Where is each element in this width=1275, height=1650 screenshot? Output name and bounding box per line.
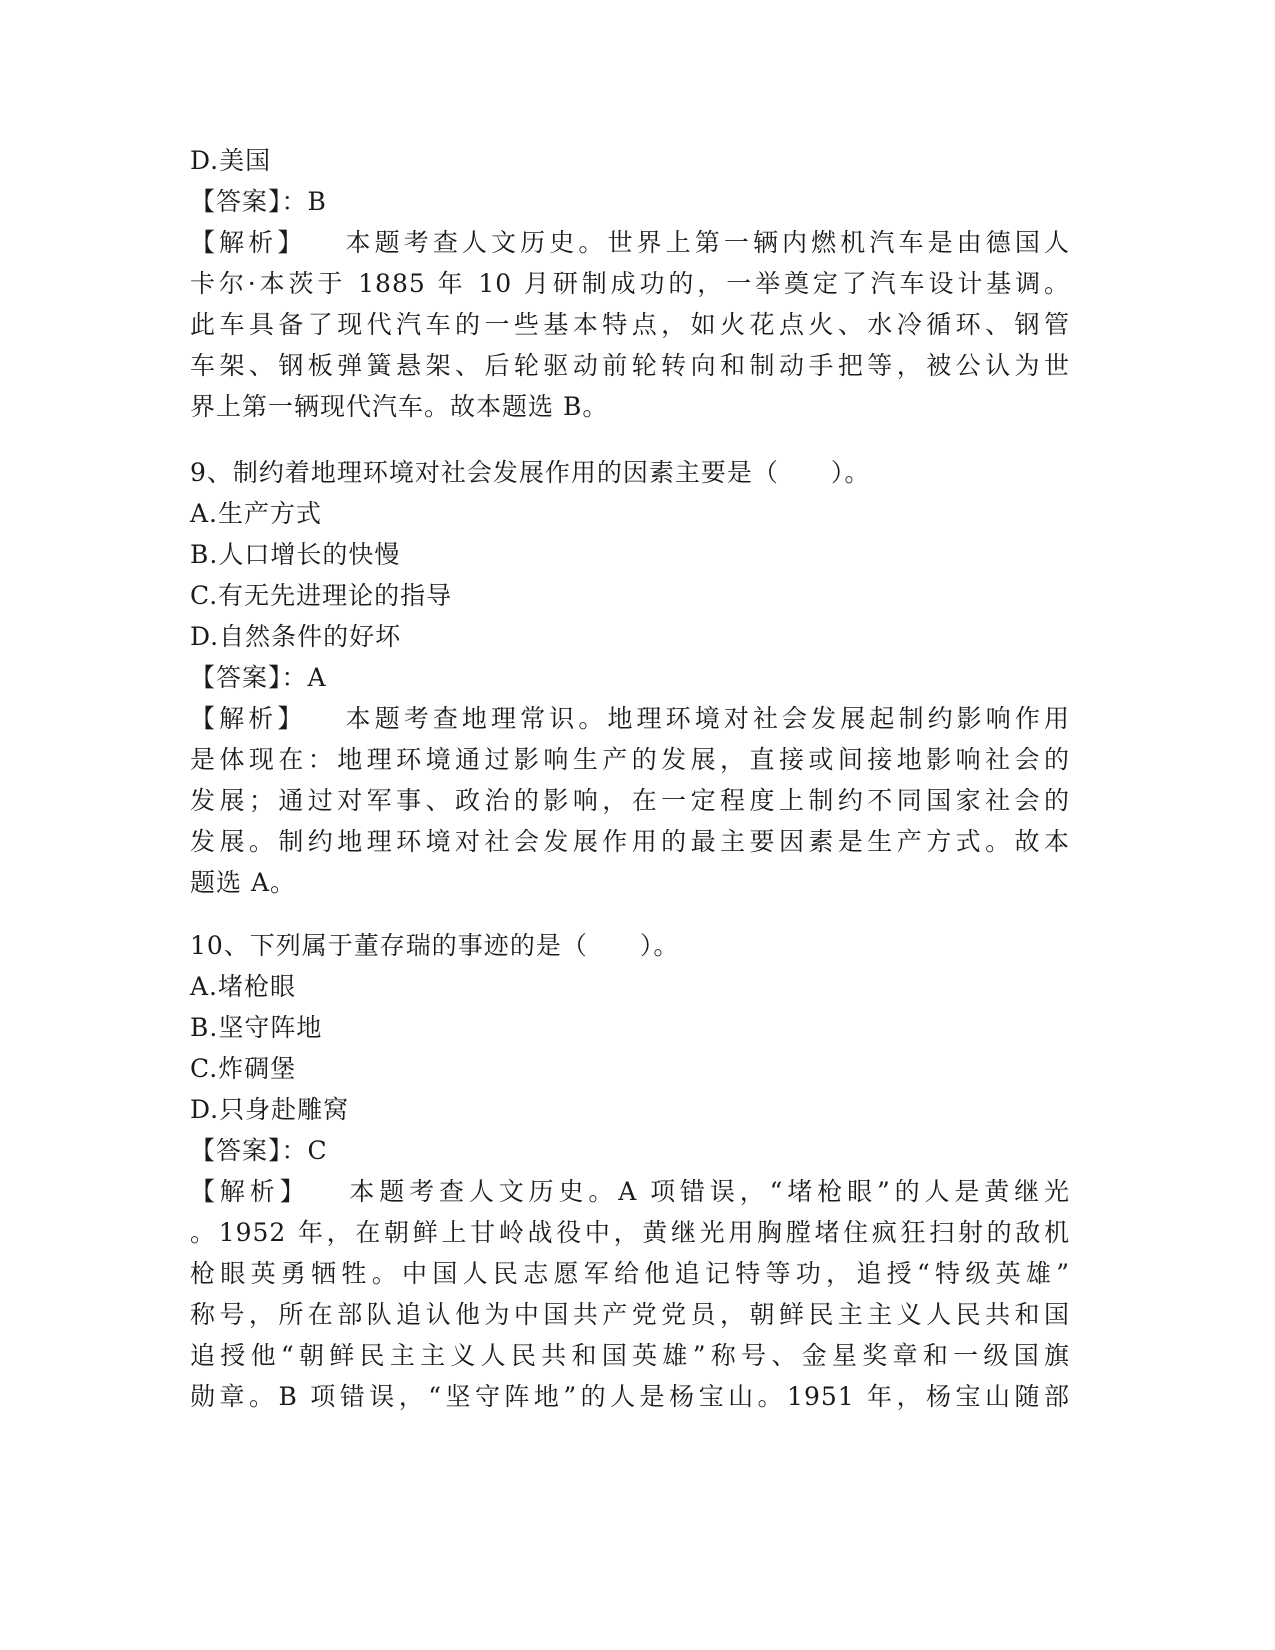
q8-answer (190, 185, 1070, 219)
q9-answer (190, 661, 1070, 695)
q9-option-a: A.生产方式 (190, 499, 323, 528)
analysis-text: 本题考查地理常识。地理环境对社会发展起制约影响作用 (342, 704, 1070, 733)
answer-separator: ： (281, 663, 308, 692)
q9-analysis-line-5: 题选 A。 (190, 868, 297, 897)
answer-label: 【答案】 (190, 1136, 282, 1165)
answer-value: C (307, 1136, 328, 1165)
q10-analysis-line-5: 追授他“朝鲜民主主义人民共和国英雄”称号、金星奖章和一级国旗 (190, 1341, 1070, 1370)
q10-analysis-line-3: 枪眼英勇牺牲。中国人民志愿军给他追记特等功，追授“特级英雄” (190, 1259, 1070, 1288)
answer-label: 【答案】 (190, 663, 282, 692)
q9-analysis-line-4: 发展。制约地理环境对社会发展作用的最主要因素是生产方式。故本 (190, 827, 1070, 856)
q10-answer (190, 1134, 1070, 1168)
answer-separator: ： (281, 1136, 308, 1165)
q8-analysis-line-5: 界上第一辆现代汽车。故本题选 B。 (190, 392, 609, 421)
q8-analysis-line-3: 此车具备了现代汽车的一些基本特点，如火花点火、水冷循环、钢管 (190, 310, 1070, 339)
answer-value: B (307, 187, 327, 216)
q8-analysis-line-4: 车架、钢板弹簧悬架、后轮驱动前轮转向和制动手把等，被公认为世 (190, 351, 1070, 380)
analysis-label: 【解析】 (190, 1177, 310, 1206)
q9-analysis-line-2: 是体现在：地理环境通过影响生产的发展，直接或间接地影响社会的 (190, 745, 1070, 774)
answer-separator: ： (281, 187, 308, 216)
analysis-text: 本题考查人文历史。世界上第一辆内燃机汽车是由德国人 (342, 228, 1070, 257)
q10-option-b: B.坚守阵地 (190, 1013, 323, 1042)
analysis-label: 【解析】 (190, 228, 307, 257)
q9-option-d: D.自然条件的好坏 (190, 622, 402, 651)
q9-analysis-line-1 (190, 702, 1070, 736)
answer-label: 【答案】 (190, 187, 282, 216)
q10-option-d: D.只身赴雕窝 (190, 1095, 350, 1124)
answer-value: A (307, 663, 327, 692)
analysis-label: 【解析】 (190, 704, 307, 733)
q9-analysis-line-3: 发展；通过对军事、政治的影响，在一定程度上制约不同国家社会的 (190, 786, 1070, 815)
q10-analysis-line-6: 勋章。B 项错误，“坚守阵地”的人是杨宝山。1951 年，杨宝山随部 (190, 1382, 1070, 1411)
q10-option-a: A.堵枪眼 (190, 972, 297, 1001)
q9-question: 9、制约着地理环境对社会发展作用的因素主要是（ ）。 (190, 458, 871, 487)
analysis-text: 本题考查人文历史。A 项错误，“堵枪眼”的人是黄继光 (345, 1177, 1070, 1206)
q10-question: 10、下列属于董存瑞的事迹的是（ ）。 (190, 931, 680, 960)
q8-analysis-line-2: 卡尔·本茨于 1885 年 10 月研制成功的，一举奠定了汽车设计基调。 (190, 269, 1070, 298)
q9-option-b: B.人口增长的快慢 (190, 540, 401, 569)
q10-option-c: C.炸碉堡 (190, 1054, 297, 1083)
q8-analysis-line-1 (190, 226, 1070, 260)
q10-analysis-line-1 (190, 1175, 1070, 1209)
q10-analysis-line-4: 称号，所在部队追认他为中国共产党党员，朝鲜民主主义人民共和国 (190, 1300, 1070, 1329)
q10-analysis-line-2: 。1952 年，在朝鲜上甘岭战役中，黄继光用胸膛堵住疯狂扫射的敌机 (190, 1218, 1070, 1247)
q9-option-c: C.有无先进理论的指导 (190, 581, 453, 610)
q8-option-d: D.美国 (190, 146, 272, 175)
